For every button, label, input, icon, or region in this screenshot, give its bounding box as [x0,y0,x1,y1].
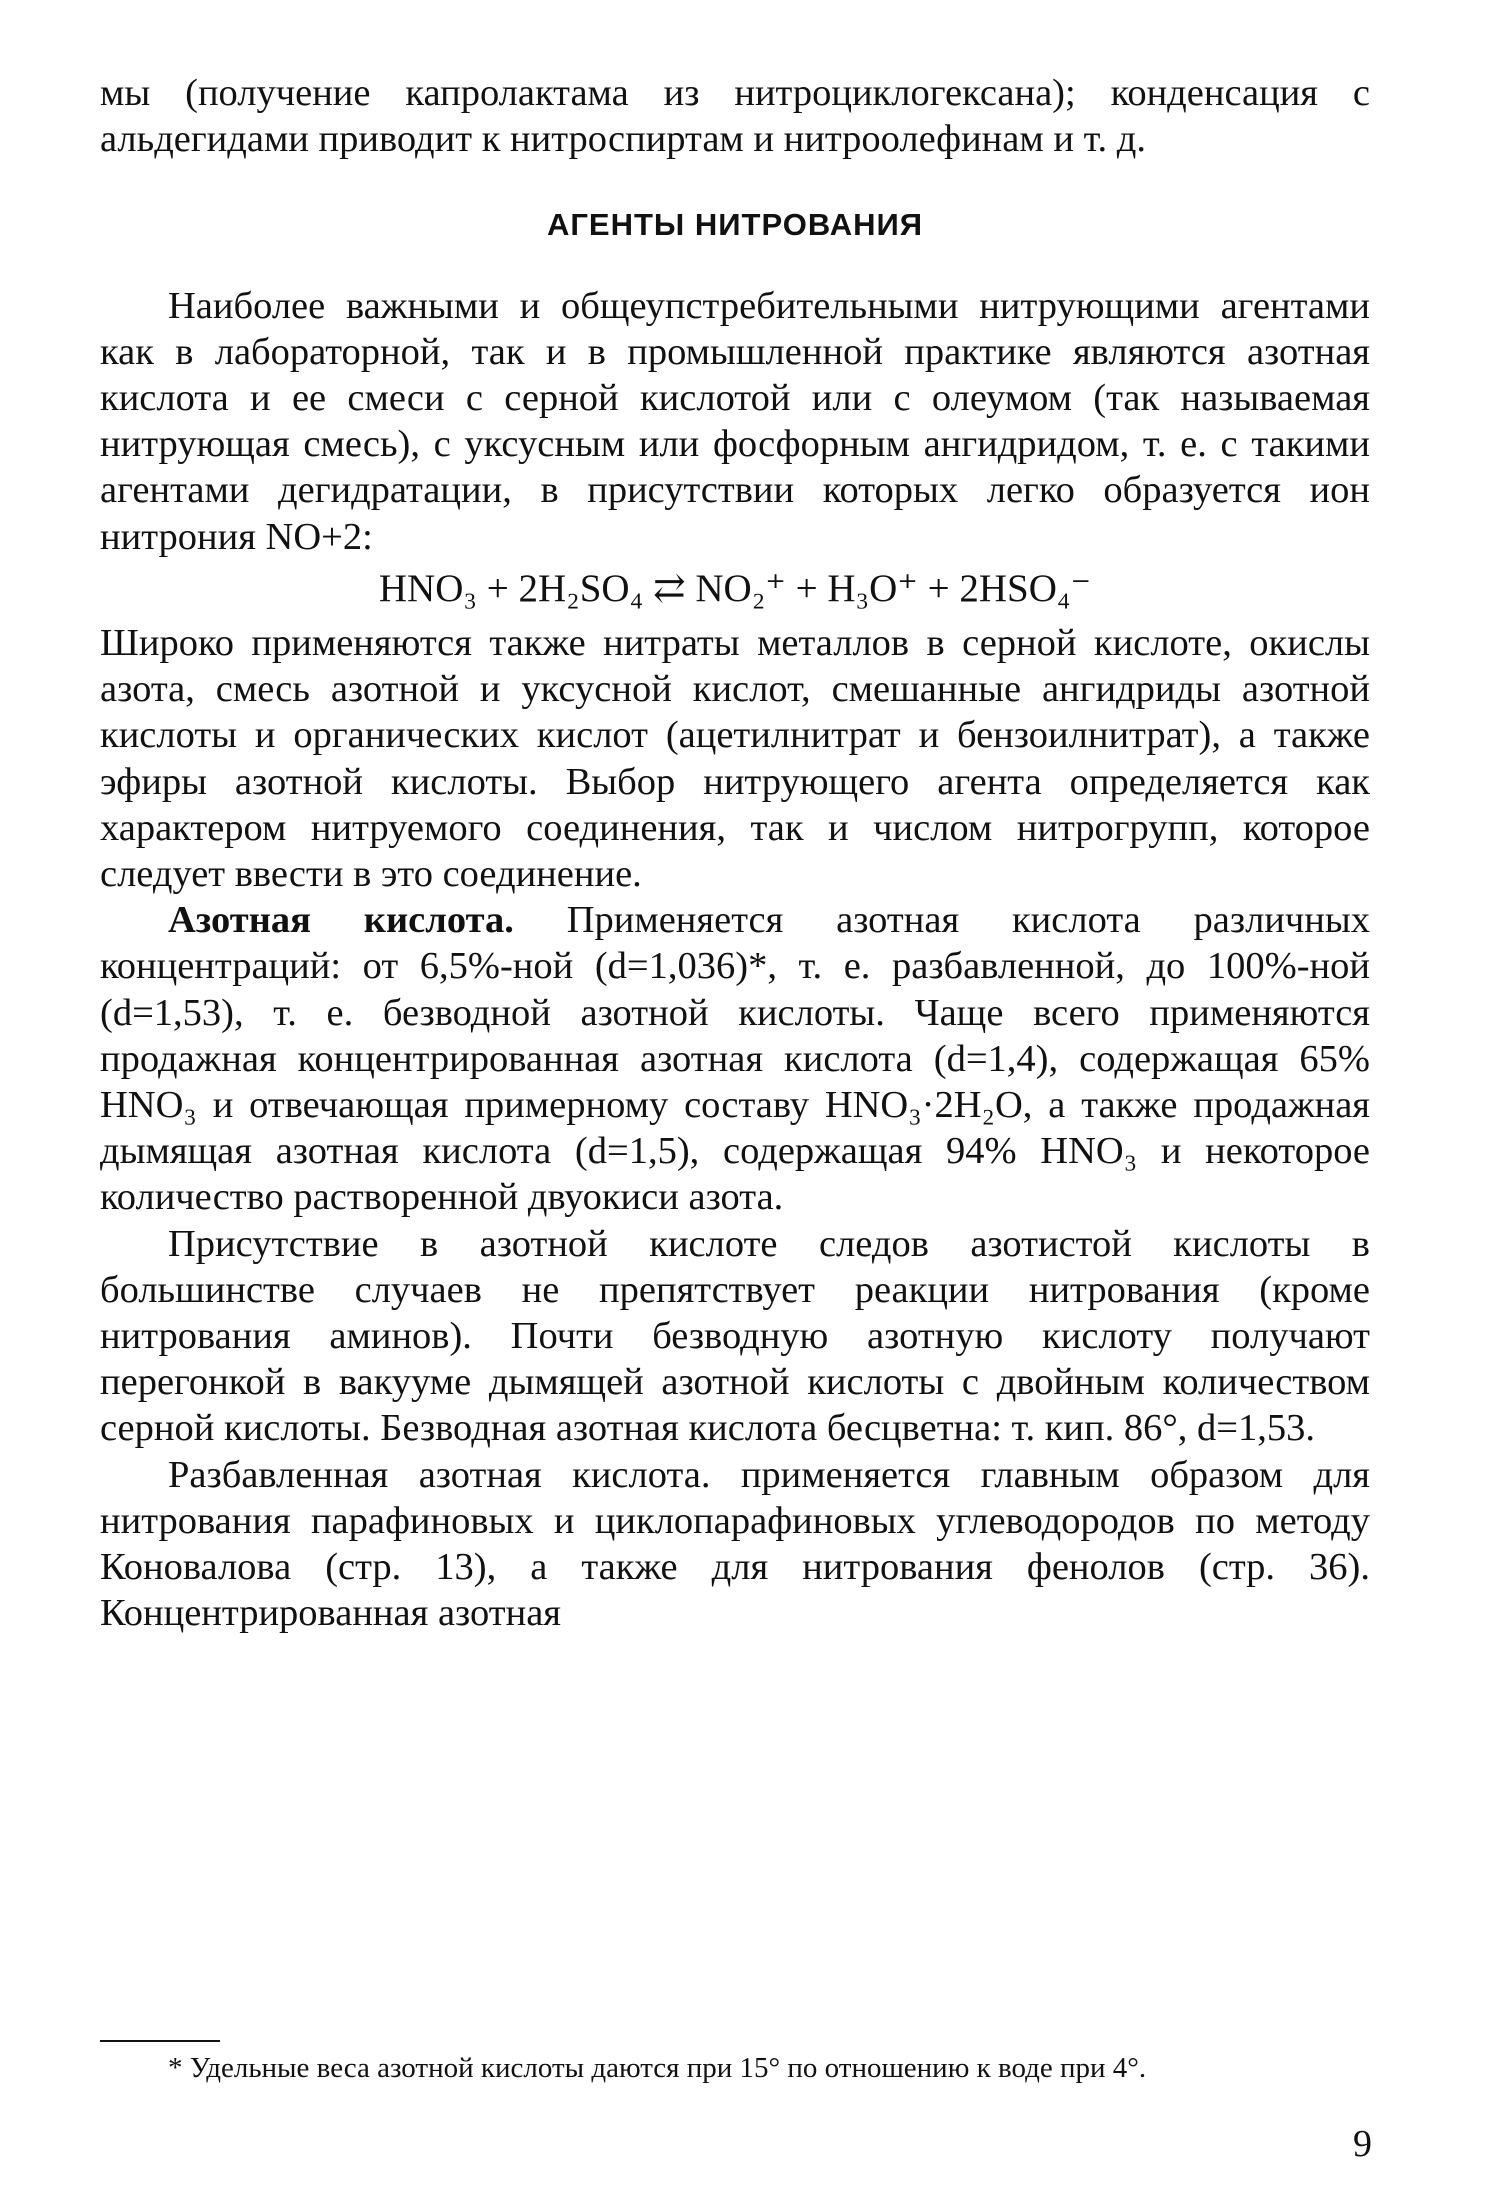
section-heading: АГЕНТЫ НИТРОВАНИЯ [546,207,924,243]
footnote: * Удельные веса азотной кислоты даются при 15° по отношению к воде при 4°. [168,2052,1147,2084]
paragraph-nitric-acid [100,897,1370,1220]
paragraph-dilute-acid: Разбавленная азотная кислота. применяется главным образом для нитрования парафиновых и циклопарафиновых углеводородов по методу Коновалова (стр. 13), а также для нитрования фенолов (стр. 36). Концентрированная азотная [100,1453,1370,1635]
paragraph-other-agents: Широко применяются также нитраты металлов в серной кислоте, окислы азота, смесь азотной и уксусной кислот, смешанные ангидриды азотной кислоты и органических кислот (ацетилнитрат и бензоилнитрат), а также эфиры азотной кислоты. Выбор нитрующего агента определяется как характером нитруемого соединения, так и числом нитрогрупп, которое следует ввести в это соединение. [100,622,1370,896]
reaction-equation: HNO₃ + 2H₂SO₄ ⇄ NO₂⁺ + H₃O⁺ + 2HSO₄⁻ [378,566,1092,610]
paragraph-nitrous-traces: Присутствие в азотной кислоте следов азотистой кислоты в большинстве случаев не препятствует реакции нитрования (кроме нитрования аминов). Почти безводную азотную кислоту получают перегонкой в вакууме дымящей азотной кислоты с двойным количеством серной кислоты. Безводная азотная кислота бесцветна: т. кип. 86°, d=1,53. [100,1222,1370,1450]
nitric-acid-runin-heading: Азотная кислота. [168,899,514,942]
nitric-acid-text: Применяется азотная кислота различных концентраций: от 6,5%-ной (d=1,036)*, т. е. разбавленной, до 100%-ной (d=1,53), т. е. безводной азотной кислоты. Чаще всего применяются продажная концентрированная азотная кислота (d=1,4), содержащая 65% HNO₃ и отвечающая примерному составу HNO₃·2H₂O, а также продажная дымящая азотная кислота (d=1,5), содержащая 94% HNO₃ и некоторое количество растворенной двуокиси азота. [100,899,1370,1219]
page-number: 9 [1353,2123,1372,2165]
intro-paragraph: мы (получение капролактама из нитроциклогексана); конденсация с альдегидами приводит к нитроспиртам и нитроолефинам и т. д. [100,72,1370,161]
paragraph-nitrating-agents: Наиболее важными и общеупстребительными нитрующими агентами как в лабораторной, так и в промышленной практике являются азотная кислота и ее смеси с серной кислотой или с олеумом (так называемая нитрующая смесь), с уксусным или фосфорным ангидридом, т. е. с такими агентами дегидратации, в присутствии которых легко образуется ион нитрония NO+2: [100,284,1370,558]
footnote-divider [100,2040,220,2042]
body-text [100,70,1370,1637]
